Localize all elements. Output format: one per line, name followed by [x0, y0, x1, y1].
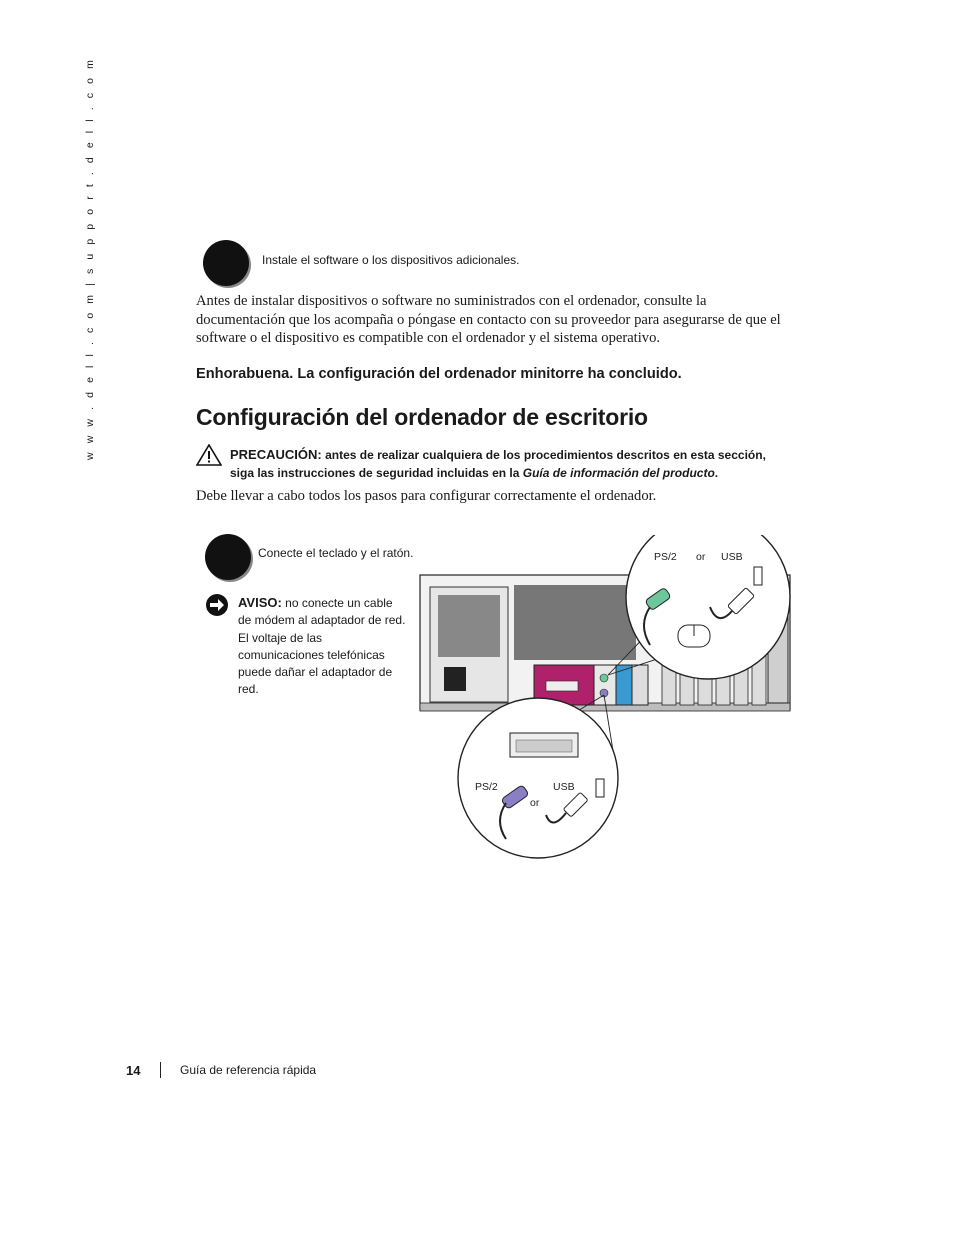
caution-end: .	[714, 465, 719, 480]
keyboard-usb-label: USB	[553, 781, 575, 793]
notice-note	[238, 594, 408, 699]
notice-head: AVISO:	[238, 595, 282, 610]
mouse-ps2-label: PS/2	[654, 551, 677, 563]
footer-separator	[160, 1062, 161, 1078]
step-2-text: Conecte el teclado y el ratón.	[258, 546, 414, 560]
caution-head: PRECAUCIÓN:	[230, 447, 322, 462]
side-url: w w w . d e l l . c o m | s u p p o r t . d e l l . c o m	[84, 57, 96, 460]
mouse-or-label: or	[696, 551, 706, 563]
keyboard-or-label: or	[530, 797, 540, 809]
mouse-usb-label: USB	[721, 551, 743, 563]
intro-paragraph: Antes de instalar dispositivos o software no suministrados con el ordenador, consulte la documentación que los acompaña o póngase en contacto con su proveedor para asegurarse de que el software o el dispositivo es compatible con el ordenador y el sistema operativo.	[196, 293, 781, 346]
caution-note	[230, 446, 790, 482]
step-bullet	[203, 240, 249, 286]
footer-title: Guía de referencia rápida	[180, 1063, 317, 1077]
caution-body: antes de realizar cualquiera de los procedimientos descritos en esta sección, siga las instrucciones de seguridad incluidas en la	[230, 448, 766, 480]
congrats-heading: Enhorabuena. La configuración del ordenador minitorre ha concluido.	[196, 366, 682, 382]
connection-figure	[418, 535, 794, 860]
section-title: Configuración del ordenador de escritorio	[196, 404, 648, 430]
caution-doc-title: Guía de información del producto	[522, 465, 715, 480]
keyboard-ps2-label: PS/2	[475, 781, 498, 793]
caution-icon	[196, 444, 222, 466]
computer-back-illustration	[418, 535, 794, 860]
keyboard-callout	[458, 698, 618, 858]
steps-paragraph: Debe llevar a cabo todos los pasos para configurar correctamente el ordenador.	[196, 488, 657, 504]
page-number: 14	[126, 1063, 141, 1078]
notice-icon	[205, 593, 229, 617]
step-bullet	[205, 534, 251, 580]
notice-body: no conecte un cable de módem al adaptador de red. El voltaje de las comunicaciones telefónicas puede dañar el adaptador de red.	[238, 596, 406, 697]
step-1-text: Instale el software o los dispositivos adicionales.	[262, 253, 520, 267]
